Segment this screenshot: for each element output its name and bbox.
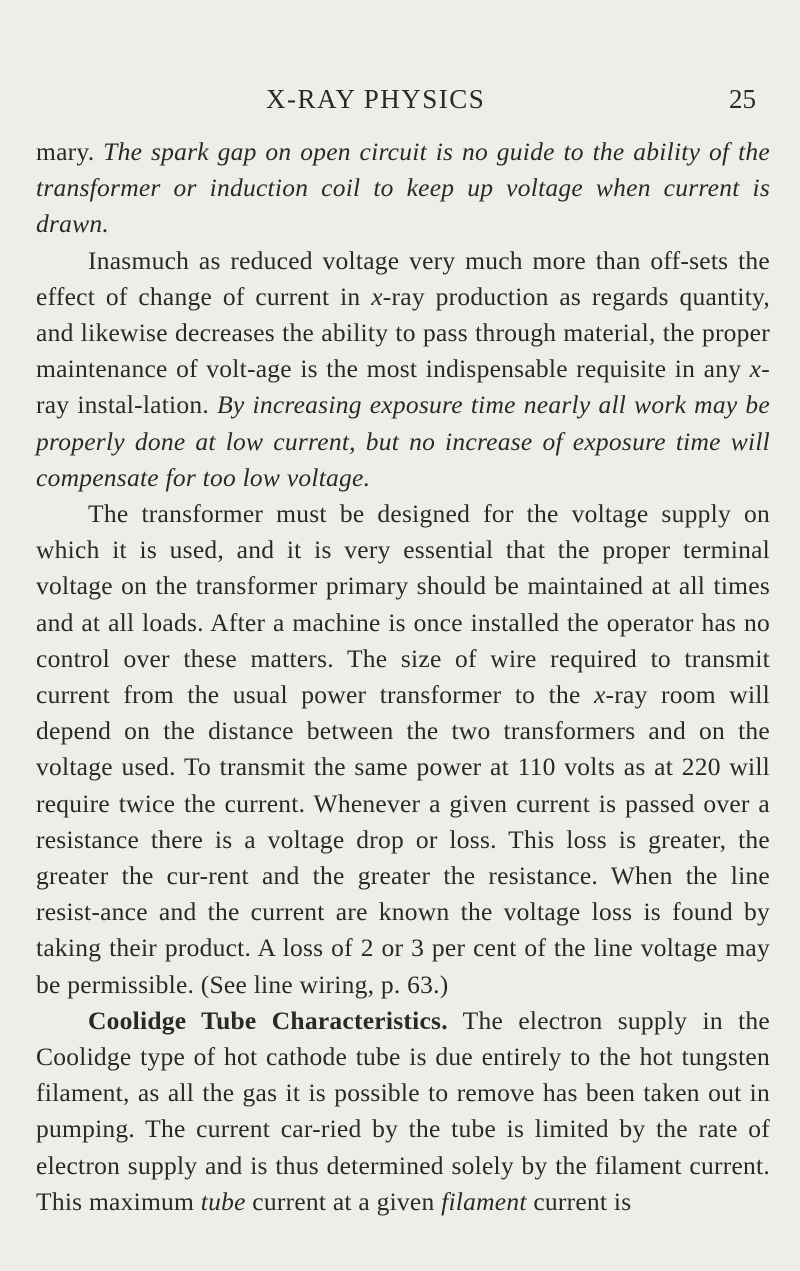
text-run: current at a given: [245, 1186, 442, 1216]
text-run: -ray instal-lation.: [36, 354, 770, 420]
italic-run: By increasing exposure time nearly all work may be properly done at low current, but no increase of exposure time will compensate for too low voltage.: [36, 390, 770, 492]
text-run: mary.: [36, 137, 104, 166]
italic-run: x: [749, 354, 762, 384]
paragraph: [36, 496, 770, 1003]
text-run: -ray production as regards quantity, and likewise decreases the ability to pass through material, the proper maintenance of volt-age is the most indispensable requisite in any: [36, 281, 770, 384]
italic-run: filament: [441, 1186, 527, 1216]
italic-run: The spark gap on open circuit is no guide to the ability of the transformer or induction coil to keep up voltage when current is drawn.: [36, 137, 770, 239]
paragraph: [36, 134, 770, 243]
body-text: [36, 134, 770, 1220]
text-run: The transformer must be designed for the voltage supply on which it is used, and it is very essential that the proper terminal voltage on the transformer primary should be maintained at all times and at all loads. After a machine is once installed the operator has no control over these matters. The size of wire required to transmit current from the usual power transformer to the: [36, 499, 770, 710]
text-run: current is: [526, 1186, 632, 1216]
page-number: 25: [729, 84, 756, 114]
italic-run: x: [371, 281, 383, 311]
text-run: Inasmuch as reduced voltage very much more than off-sets the effect of change of current in: [36, 245, 770, 311]
italic-run: x: [593, 680, 606, 710]
section-heading: Coolidge Tube Characteristics.: [88, 1005, 448, 1035]
paragraph: [36, 243, 770, 496]
italic-run: tube: [200, 1186, 246, 1216]
running-head: [36, 84, 770, 124]
text-run: The electron supply in the Coolidge type of hot cathode tube is due entirely to the hot tungsten filament, as all the gas it is possible to remove has been taken out in pumping. The current car-ried by the tube is limited by the rate of electron supply and is thus determined solely by the filament current. This maximum: [36, 1005, 771, 1216]
running-title: X-RAY PHYSICS: [266, 84, 486, 114]
paragraph: [36, 1003, 770, 1220]
text-run: -ray room will depend on the distance between the two transformers and on the voltage used. To transmit the same power at 110 volts as at 220 will require twice the current. Whenever a given current is passed over a resistance there is a voltage drop or loss. This loss is greater, the greater the cur-rent and the greater the resistance. When the line resist-ance and the current are known the voltage loss is found by taking their product. A loss of 2 or 3 per cent of the line voltage may be permissible. (See line wiring, p. 63.): [36, 680, 770, 999]
